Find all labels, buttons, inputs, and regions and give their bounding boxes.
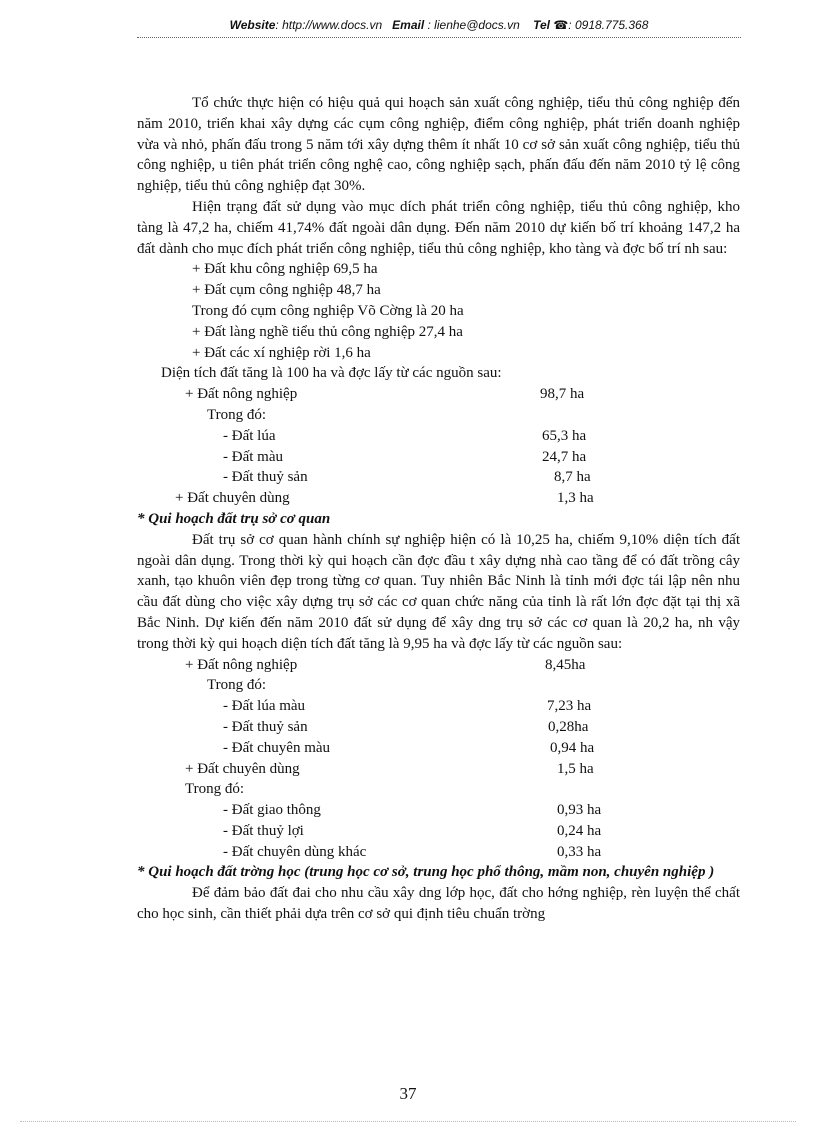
table-row — [137, 842, 740, 863]
row-value: 7,23 ha — [547, 698, 592, 715]
source-table-office — [137, 655, 740, 863]
table-row — [137, 779, 740, 800]
table-row — [137, 675, 740, 696]
row-value: 8,45ha — [545, 656, 586, 673]
page-number: 37 — [399, 1084, 417, 1103]
table-row — [137, 467, 740, 488]
row-label: - Đất thuỷ lợi — [223, 822, 304, 839]
tel-value: : 0918.775.368 — [568, 18, 649, 32]
increase-statement: Diện tích đất tăng là 100 ha và đợc lấy từ các nguồn sau: — [161, 365, 502, 382]
row-label: - Đất thuỷ sản — [223, 718, 308, 735]
paragraph-school-land: Để đảm bảo đất đai cho nhu cầu xây dng lớp học, đất cho hớng nghiệp, rèn luyện thể chất cho học sinh, cần thiết phải dựa trên cơ sở qui định tiêu chuẩn trờng — [137, 885, 740, 923]
row-value: 1,3 ha — [557, 490, 594, 507]
table-row — [137, 738, 740, 759]
table-row — [137, 717, 740, 738]
list-item: + Đất khu công nghiệp 69,5 ha — [192, 261, 378, 278]
industrial-land-list — [137, 259, 740, 363]
paragraph-industrial-land-status: Hiện trạng đất sử dụng vào mục dích phát triển công nghiệp, tiểu thủ công nghiệp, kho tàng là 47,2 ha, chiếm 41,74% đất ngoài dân dụng. Đến năm 2010 dự kiến bố trí khoảng 147,2 ha đất dành cho mục đích phát triển công nghiệp, tiểu thủ công nghiệp, kho tàng và đợc bố trí nh sau: — [137, 198, 740, 257]
footer-divider — [20, 1121, 796, 1122]
list-item: + Đất các xí nghiệp rời 1,6 ha — [192, 344, 371, 361]
row-label: Trong đó: — [207, 677, 267, 694]
row-label: - Đất chuyên màu — [223, 739, 331, 756]
website-label: Website — [229, 18, 276, 32]
section-heading-office-land: * Qui hoạch đất trụ sở cơ quan — [137, 510, 331, 527]
row-value: 24,7 ha — [542, 448, 587, 465]
row-label: + Đất chuyên dùng — [175, 490, 290, 507]
table-row — [137, 821, 740, 842]
row-value: 8,7 ha — [554, 469, 591, 486]
row-label: + Đất chuyên dùng — [185, 760, 300, 777]
page-header — [137, 18, 741, 32]
section-heading-school-land: * Qui hoạch đất trờng học (trung học cơ sở, trung học phổ thông, mầm non, chuyên nghiệp ) — [137, 864, 715, 881]
email-label: Email — [392, 18, 425, 32]
row-value: 0,93 ha — [557, 802, 602, 819]
row-value: 98,7 ha — [540, 386, 585, 403]
list-item: Trong đó cụm công nghiệp Võ Cờng là 20 ha — [192, 302, 464, 319]
row-label: - Đất chuyên dùng khác — [223, 843, 367, 860]
email-value: : lienhe@docs.vn — [427, 18, 520, 32]
row-label: + Đất nông nghiệp — [185, 656, 298, 673]
row-value: 1,5 ha — [557, 760, 594, 777]
table-row — [137, 488, 740, 509]
header-divider — [137, 37, 741, 38]
table-row — [137, 384, 740, 405]
table-row — [137, 800, 740, 821]
row-value: 0,94 ha — [550, 739, 595, 756]
row-value: 65,3 ha — [542, 427, 587, 444]
row-label: - Đất màu — [223, 448, 283, 465]
list-item: + Đất cụm công nghiệp 48,7 ha — [192, 282, 381, 299]
paragraph-industrial-planning: Tổ chức thực hiện có hiệu quả qui hoạch sản xuất công nghiệp, tiểu thủ công nghiệp đến năm 2010, triển khai xây dựng các cụm công nghiệp, điểm công nghiệp, phát triển doanh nghiệp vừa và nhỏ, phấn đấu trong 5 năm tới xây dựng thêm ít nhất 10 cơ sở sản xuất công nghiệp, tiểu thủ công nghiệp, u tiên phát triển công nghệ cao, công nghiệp sạch, phấn đấu đến năm 2010 tỷ lệ công nghiệp, tiểu thủ công nghiệp đạt 30%. — [137, 95, 740, 195]
list-item: + Đất làng nghề tiểu thủ công nghiệp 27,4 ha — [192, 323, 463, 340]
row-label: + Đất nông nghiệp — [185, 386, 298, 403]
table-row — [137, 696, 740, 717]
website-value: : http://www.docs.vn — [275, 18, 383, 32]
table-row — [137, 426, 740, 447]
row-value: 0,28ha — [548, 718, 589, 735]
row-label: - Đất lúa màu — [223, 698, 306, 715]
table-row — [137, 405, 740, 426]
phone-icon: ☎ — [553, 18, 569, 32]
table-row — [137, 447, 740, 468]
row-value: 0,24 ha — [557, 822, 602, 839]
row-value: 0,33 ha — [557, 843, 602, 860]
row-label: - Đất thuỷ sản — [223, 469, 308, 486]
row-label: - Đất lúa — [223, 427, 276, 444]
table-row — [137, 759, 740, 780]
row-label: - Đất giao thông — [223, 802, 321, 819]
source-table-industrial — [137, 384, 740, 509]
row-label: Trong đó: — [185, 781, 245, 798]
row-label: Trong đó: — [207, 406, 267, 423]
table-row — [137, 655, 740, 676]
tel-label: Tel — [533, 18, 550, 32]
document-body — [137, 93, 740, 925]
paragraph-office-land: Đất trụ sở cơ quan hành chính sự nghiệp hiện có là 10,25 ha, chiếm 9,10% diện tích đất ngoài dân dụng. Trong thời kỳ qui hoạch cần đợc đầu t xây dựng nhà cao tầng để có đất trồng cây xanh, tạo khuôn viên đẹp trong từng cơ quan. Tuy nhiên Bắc Ninh là tỉnh mới đợc tái lập nên nhu cầu đất dùng cho việc xây dựng trụ sở các cơ quan chức năng của tỉnh là rất lớn đợc đặt tại thị xã Bắc Ninh. Dự kiến đến năm 2010 đất sử dụng để xây dng trụ sở các cơ quan là 20,2 ha, nh vậy trong thời kỳ qui hoạch diện tích đất tăng là 9,95 ha và đợc lấy từ các nguồn sau: — [137, 531, 740, 652]
